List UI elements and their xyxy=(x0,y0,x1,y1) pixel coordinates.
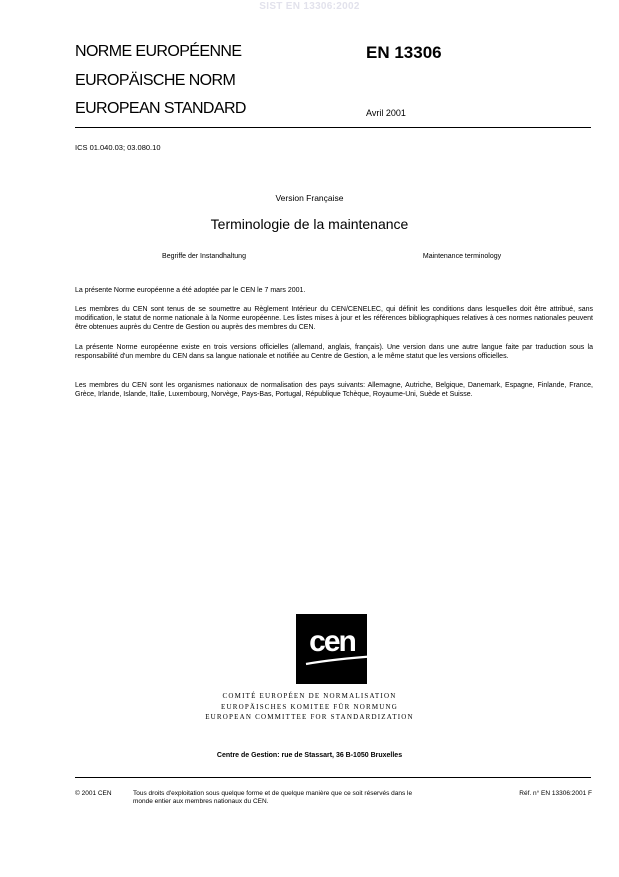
subtitle-english: Maintenance terminology xyxy=(422,253,502,260)
rights-statement: Tous droits d'exploitation sous quelque forme et de quelque manière que ce soit réservés dans le monde entier aux membres nationaux du CEN. xyxy=(133,790,413,805)
document-title: Terminologie de la maintenance xyxy=(210,216,409,232)
subtitle-german: Begriffe der Instandhaltung xyxy=(162,253,246,260)
standard-number: EN 13306 xyxy=(366,43,442,62)
management-centre-address: Centre de Gestion: rue de Stassart, 36 B-1050 Bruxelles xyxy=(216,752,403,759)
paragraph-adoption: La présente Norme européenne a été adoptée par le CEN le 7 mars 2001. xyxy=(75,287,306,294)
watermark-text: SIST EN 13306:2002 xyxy=(259,1,360,12)
header-title-en: EUROPEAN STANDARD xyxy=(75,100,246,117)
paragraph-members: Les membres du CEN sont les organismes nationaux de normalisation des pays suivants: Allemagne, Autriche, Belgique, Danemark, Espagne, Finlande, France, Grèce, Irlande, Islande, Italie, Luxembourg, Norvège, Pays-Bas, Portugal, République Tchèque, Royaume-Uni, Suède et Suisse. xyxy=(75,382,593,398)
document-reference: Réf. n° EN 13306:2001 F xyxy=(519,790,592,797)
publication-date: Avril 2001 xyxy=(366,108,406,118)
paragraph-obligations: Les membres du CEN sont tenus de se soumettre au Règlement Intérieur du CEN/CENELEC, qui définit les conditions dans lesquelles doit être attribué, sans modification, le statut de norme nationale à la Norme européenne. Les listes mises à jour et les références bibliographiques relatives à ces normes nationales peuvent être obtenues auprès du Centre de Gestion ou auprès des membres du CEN. xyxy=(75,306,593,331)
copyright-notice: © 2001 CEN xyxy=(75,790,112,797)
header-title-fr: NORME EUROPÉENNE xyxy=(75,43,242,60)
paragraph-versions: La présente Norme européenne existe en trois versions officielles (allemand, anglais, français). Une version dans une autre langue faite par traduction sous la responsabilité d'un membre du CEN dans sa langue nationale et notifiée au Centre de Gestion, a le même statut que les versions officielles. xyxy=(75,344,593,360)
cen-logo-icon xyxy=(296,614,378,684)
header-title-de: EUROPÄISCHE NORM xyxy=(75,72,236,89)
logo-wordmark: cen xyxy=(309,625,355,658)
version-label: Version Française xyxy=(275,193,344,203)
footer-divider xyxy=(75,777,591,778)
ics-code: ICS 01.040.03; 03.080.10 xyxy=(75,143,161,152)
committee-name-de: EUROPÄISCHES KOMITEE FÜR NORMUNG xyxy=(220,703,399,711)
committee-name-fr: COMITÉ EUROPÉEN DE NORMALISATION xyxy=(222,692,397,700)
header-divider xyxy=(75,127,591,128)
committee-name-en: EUROPEAN COMMITTEE FOR STANDARDIZATION xyxy=(205,713,414,721)
